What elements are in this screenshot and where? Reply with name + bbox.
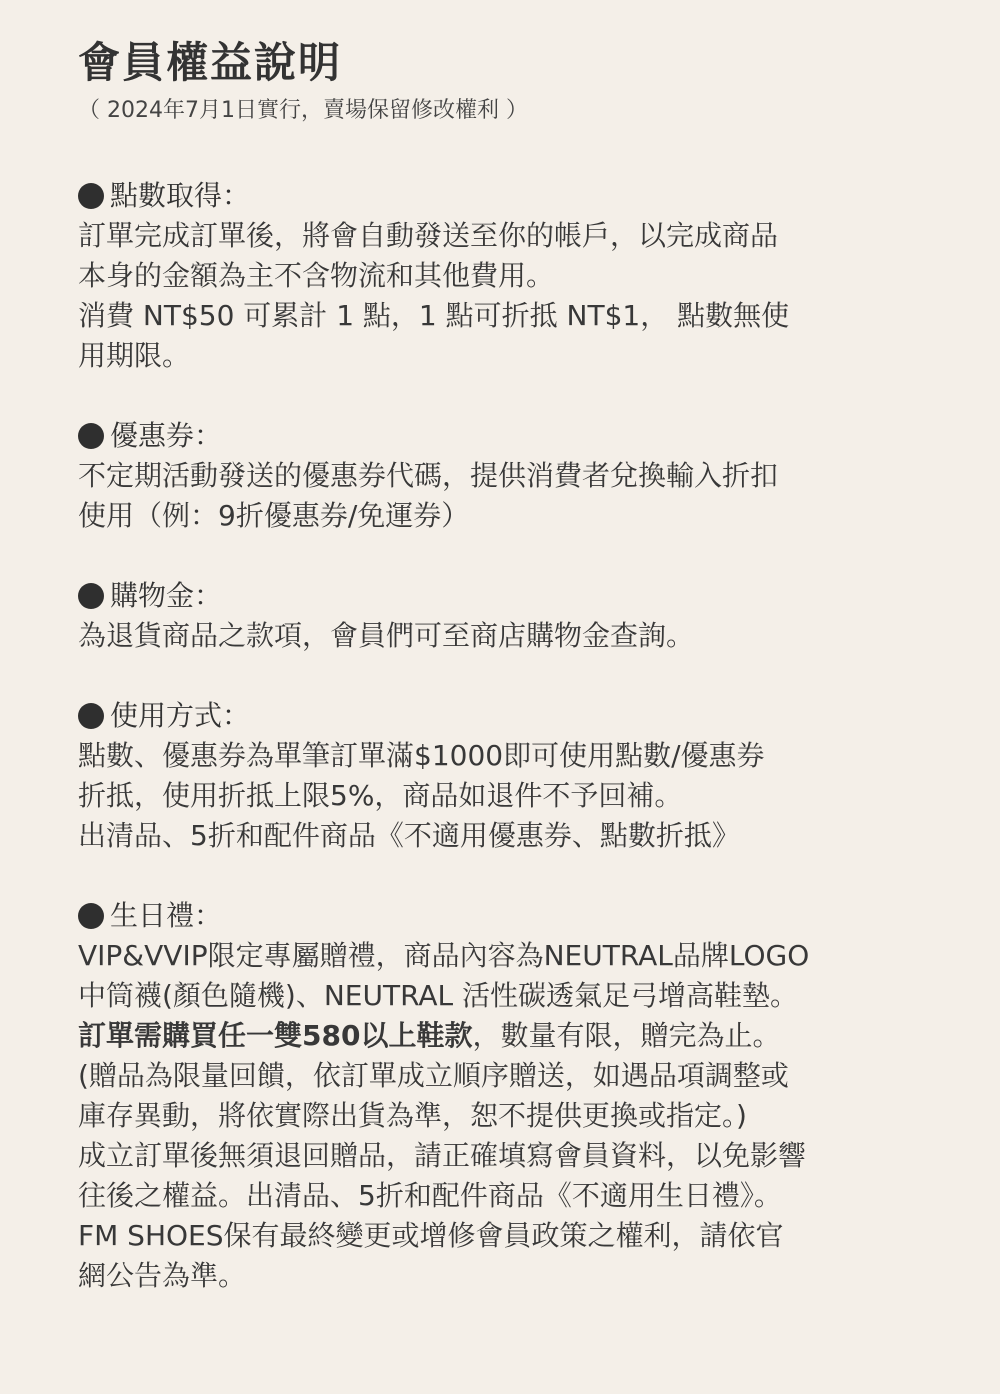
section-heading-label: 優惠券： [110,419,223,453]
section-points [78,176,930,376]
section-text-line: 庫存異動，將依實際出貨為準，恕不提供更換或指定。) [78,1099,747,1133]
section-text-line: 不定期活動發送的優惠券代碼，提供消費者兌換輸入折扣 [78,459,779,493]
section-text-line: 成立訂單後無須退回贈品，請正確填寫會員資料，以免影響 [78,1139,807,1173]
bullet-icon [78,423,104,449]
section-text-line: VIP&VVIP限定專屬贈禮，商品內容為NEUTRAL品牌LOGO [78,939,810,973]
section-text-line: 用期限。 [78,339,191,373]
bold-requirement-text: 訂單需購買任一雙580以上鞋款 [78,1019,473,1053]
section-heading [78,416,930,456]
section-birthday-gift [78,896,930,1296]
section-usage [78,696,930,856]
section-text-line: 點數、優惠券為單筆訂單滿$1000即可使用點數/優惠券 [78,739,765,773]
section-text-line: 網公告為準。 [78,1259,247,1293]
bullet-icon [78,903,104,929]
section-coupons [78,416,930,536]
section-text-line: 使用（例：9折優惠券/免運券） [78,499,470,533]
section-text-line [78,1016,930,1056]
bullet-icon [78,583,104,609]
section-text-line: 往後之權益。出清品、5折和配件商品《不適用生日禮》。 [78,1179,782,1213]
section-heading [78,896,930,936]
section-text-line: FM SHOES保有最終變更或增修會員政策之權利，請依官 [78,1219,784,1253]
section-text-line: 訂單完成訂單後，將會自動發送至你的帳戶，以完成商品 [78,219,779,253]
section-shopping-credit [78,576,930,656]
section-heading-label: 使用方式： [110,699,251,733]
section-text-line: 出清品、5折和配件商品《不適用優惠券、點數折抵》 [78,819,740,853]
page-subtitle: （ 2024年7月1日實行，賣場保留修改權利 ） [78,98,528,123]
section-text-line: 折抵，使用折抵上限5%，商品如退件不予回補。 [78,779,683,813]
section-text-line: (贈品為限量回饋，依訂單成立順序贈送，如遇品項調整或 [78,1059,789,1093]
section-text-line: 本身的金額為主不含物流和其他費用。 [78,259,555,293]
section-heading [78,696,930,736]
bullet-icon [78,703,104,729]
section-text-line: 消費 NT$50 可累計 1 點，1 點可折抵 NT$1， 點數無使 [78,299,790,333]
section-heading-label: 點數取得： [110,179,251,213]
section-heading-label: 生日禮： [110,899,223,933]
section-heading [78,576,930,616]
section-heading-label: 購物金： [110,579,223,613]
bullet-icon [78,183,104,209]
page-title: 會員權益說明 [78,38,343,87]
section-heading [78,176,930,216]
section-text-line: 為退貨商品之款項，會員們可至商店購物金查詢。 [78,619,695,653]
requirement-tail-text: ，數量有限，贈完為止。 [472,1019,781,1053]
section-text-line: 中筒襪(顏色隨機)、NEUTRAL 活性碳透氣足弓增高鞋墊。 [78,979,799,1013]
